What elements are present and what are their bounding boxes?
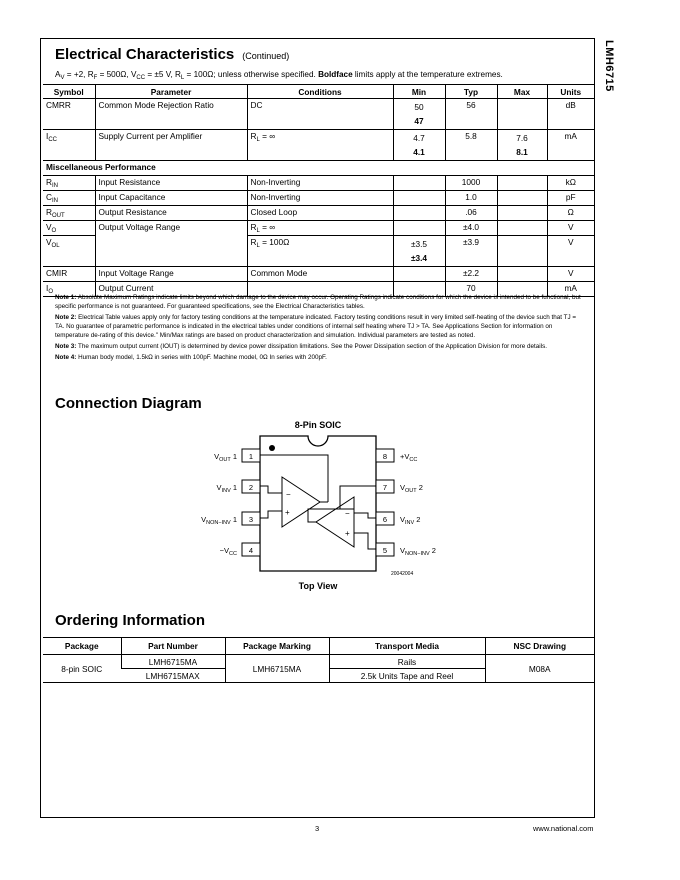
symbol-cell: $I_{CC}$ [43,130,95,161]
table-row [43,655,594,669]
wire-inv1 [260,486,282,493]
units-cell: V [547,267,594,282]
conditions-cell: DC [247,99,393,130]
transport-media-cell: Rails [329,655,485,669]
left-pins [201,449,260,557]
max-cell [497,206,547,221]
connection-diagram-heading: Connection Diagram [55,395,202,412]
internal-wiring [260,455,376,549]
opamp2-triangle [316,497,354,547]
opamp1-triangle [282,477,320,527]
wire-opamp2-out [308,509,340,522]
nsc-drawing-cell: M08A [485,655,594,683]
parameter-cell: Output Voltage Range [95,221,247,267]
parameter-cell: Output Current [95,282,247,297]
pin-number: 2 [248,483,254,492]
parameter-cell: Input Resistance [95,176,247,191]
col-package: Package [43,638,121,655]
table-row [43,267,594,282]
package-cell: 8-pin SOIC [43,655,121,683]
col-parameter: Parameter [95,85,247,99]
section-row [43,161,594,176]
min-cell [393,267,445,282]
note-2: Note 2: Electrical Table values apply only for factory testing conditions at the temperature indicated. Factory testing conditions result in very limited self-heating of the device such that TJ = TA. No guarantee of parametric performance is indicated in the electrical tables under conditions of internal self heating where TJ > TA. See Applications Section for information on temperature de-rating of this device." Min/Max ratings are based on product characterization and simulation. Individual parameters are tested as noted. [55,314,577,339]
pin1-marker-dot [269,445,275,451]
max-cell [497,236,547,267]
table-row [43,99,594,130]
min-cell [393,176,445,191]
conditions-cell: $R_L = 100\Omega$ [247,236,393,267]
units-cell: Ω [547,206,594,221]
max-cell [497,221,547,236]
typ-cell: .06 [445,206,497,221]
page-number: 3 [315,824,320,833]
pin-label: $V_{OUT}$ 2 [400,483,423,494]
pin-number: 3 [248,515,254,524]
note-1: Note 1: Absolute Maximum Ratings indicate limits beyond which damage to the device may occur. Operating Ratings indicate conditions for which the device is intended to be functional, but specific performance is not guaranteed. For guaranteed specifications, see the Electrical Characteristics tables. [55,294,581,310]
units-cell: mA [547,130,594,161]
ec-title-text: Electrical Characteristics [55,46,235,63]
continued-label: (Continued) [242,51,290,61]
pin-number: 6 [382,515,388,524]
pin-label: $-V_{CC}$ [219,546,237,557]
opamp2-plus-sign: + [345,529,350,538]
units-cell: kΩ [547,176,594,191]
max-cell [497,99,547,130]
typ-cell: 1.0 [445,191,497,206]
units-cell: V [547,221,594,236]
notes-section [55,293,585,364]
symbol-cell: $V_{OL}$ [43,236,95,267]
typ-cell: 70 [445,282,497,297]
parameter-cell: Common Mode Rejection Ratio [95,99,247,130]
conditions-cell: Non-Inverting [247,176,393,191]
wire-noninv2 [354,533,376,549]
side-part-label: LMH6715 [603,40,615,92]
opamp1-minus-sign: − [286,490,291,499]
units-cell: V [547,236,594,267]
max-cell [497,176,547,191]
symbol-cell: CMIR [43,267,95,282]
wire-out2 [340,486,376,509]
table-row [43,191,594,206]
pin-label: $V_{INV}$ 2 [400,515,421,526]
col-symbol: Symbol [43,85,95,99]
max-cell [497,267,547,282]
wire-out1 [260,455,328,502]
symbol-cell: $R_{IN}$ [43,176,95,191]
col-conditions: Conditions [247,85,393,99]
col-units: Units [547,85,594,99]
right-pins [376,449,436,557]
transport-media-cell: 2.5k Units Tape and Reel [329,669,485,683]
electrical-characteristics-table [43,84,594,297]
ordering-information-heading: Ordering Information [55,612,205,629]
units-cell: pF [547,191,594,206]
typ-cell: ±2.2 [445,267,497,282]
symbol-cell: $C_{IN}$ [43,191,95,206]
max-cell: 7.6 8.1 [497,130,547,161]
min-cell: 50 47 [393,99,445,130]
part-number-cell: LMH6715MA [121,655,225,669]
pin-number: 4 [248,546,254,555]
typ-cell: 56 [445,99,497,130]
package-marking-cell: LMH6715MA [225,655,329,683]
max-cell [497,191,547,206]
pin-label: $+V_{CC}$ [400,452,418,463]
pin-label: $V_{NON-INV}$ 2 [400,546,436,557]
test-conditions: $A_V = +2$, $R_F = 500\Omega$, $V_{CC} = \pm 5$ V, $R_L = 100\Omega$; unless otherwise specified. Boldface limits apply at the temperature extremes. [55,70,503,81]
part-number-cell: LMH6715MAX [121,669,225,683]
parameter-cell: Supply Current per Amplifier [95,130,247,161]
col-min: Min [393,85,445,99]
col-transport-media: Transport Media [329,638,485,655]
pin-number: 7 [382,483,388,492]
symbol-cell: $R_{OUT}$ [43,206,95,221]
units-cell: dB [547,99,594,130]
opamp2-minus-sign: − [345,509,350,518]
conditions-cell: Non-Inverting [247,191,393,206]
top-view-label: Top View [298,581,338,591]
conditions-cell: $R_L$ = ∞ [247,130,393,161]
pin-label: $V_{NON-INV}$ 1 [201,515,237,526]
col-typ: Typ [445,85,497,99]
pin-number: 5 [382,546,388,555]
connection-diagram [190,415,450,595]
col-max: Max [497,85,547,99]
min-cell [393,206,445,221]
table-row [43,130,594,161]
opamp1-plus-sign: + [285,508,290,517]
parameter-cell: Input Voltage Range [95,267,247,282]
table-row [43,176,594,191]
package-label: 8-Pin SOIC [294,420,342,430]
min-cell [393,191,445,206]
wire-noninv1 [260,511,282,518]
col-part-number: Part Number [121,638,225,655]
conditions-cell: Closed Loop [247,206,393,221]
typ-cell: 1000 [445,176,497,191]
pin-number: 8 [382,452,388,461]
col-nsc-drawing: NSC Drawing [485,638,594,655]
col-package-marking: Package Marking [225,638,329,655]
note-3: Note 3: The maximum output current (IOUT) is determined by device power dissipation limitations. See the Power Dissipation section of the Application Division for more details. [55,343,547,350]
ordering-table [43,637,594,683]
figure-id: 20042004 [391,571,414,577]
min-cell: ±3.5 ±3.4 [393,236,445,267]
table-row [43,221,594,236]
electrical-characteristics-heading [55,46,289,63]
table-header-row [43,85,594,99]
wire-inv2 [354,513,376,518]
symbol-cell: $V_O$ [43,221,95,236]
table-row [43,206,594,221]
note-4: Note 4: Human body model, 1.5kΩ in series with 100pF. Machine model, 0Ω In series with 200pF. [55,354,327,361]
pin-label: $V_{INV}$ 1 [216,483,237,494]
table-header-row [43,638,594,655]
pin-label: $V_{OUT}$ 1 [214,452,237,463]
conditions-cell: $R_L$ = ∞ [247,221,393,236]
website-link[interactable]: www.national.com [533,824,594,833]
misc-section-title: Miscellaneous Performance [43,161,594,176]
min-cell: 4.7 4.1 [393,130,445,161]
conditions-cell: Common Mode [247,267,393,282]
units-cell: mA [547,282,594,297]
symbol-cell: CMRR [43,99,95,130]
pin-number: 1 [248,452,254,461]
parameter-cell: Output Resistance [95,206,247,221]
symbol-cell: $I_O$ [43,282,95,297]
min-cell [393,221,445,236]
parameter-cell: Input Capacitance [95,191,247,206]
typ-cell: ±3.9 [445,236,497,267]
typ-cell: ±4.0 [445,221,497,236]
typ-cell: 5.8 [445,130,497,161]
